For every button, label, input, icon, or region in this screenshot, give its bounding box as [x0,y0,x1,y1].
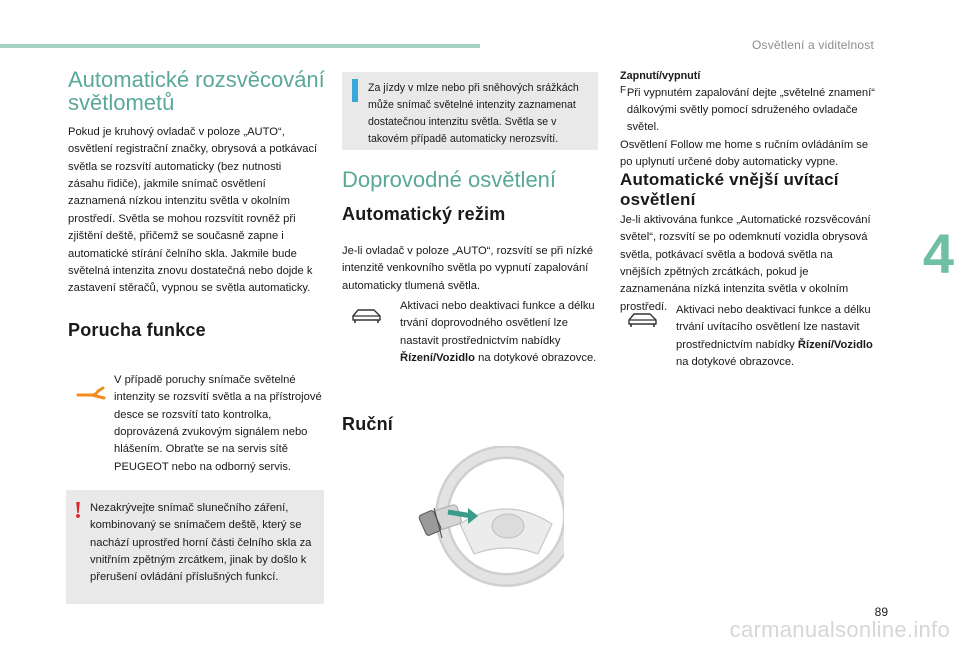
fault-text: V případě poruchy snímače světelné intenzity se rozsvítí světla a na přístrojové desce se rozsvítí tato kontrolka, doprovázená zvukovým signálem nebo hlášením. Obraťte se na servis sítě PEUGEOT nebo na odborný servis. [114,374,322,473]
info-text: Za jízdy v mlze nebo při sněhových srážkách může snímač světelné intenzity zaznamenat dostatečnou intenzitu světla. Světla se v takovém případě automaticky nerozsvítí. [368,82,579,145]
fault-block [76,372,326,476]
auto-mode-note [350,298,600,367]
auto-headlights-title: Automatické rozsvěcování světlometů [68,67,325,116]
car-settings-icon [350,298,400,367]
chapter-number: 4 [922,222,954,285]
page-number: 89 [874,605,888,619]
welcome-note [626,302,876,371]
auto-mode-note-text: Aktivaci nebo deaktivaci funkce a délku trvání doprovodného osvětlení lze nastavit prostřednictvím nabídky Řízení/Vozidlo na dotykové obrazovce. [400,300,597,365]
lamp-fault-icon [76,372,114,476]
manual-mode-title: Ruční [342,414,394,434]
section-title: Osvětlení a viditelnost [752,38,874,52]
on-off-text: Osvětlení Follow me home s ručním ovládáním se po uplynutí určené doby automaticky vypne. [620,138,869,169]
auto-headlights-text: Pokud je kruhový ovladač v poloze „AUTO“, osvětlení registrační značky, obrysová a potkávací světla se rozsvítí automaticky (bez nutnosti zásahu řidiče), jakmile snímač osvětlení zaznamená nízkou intenzitu světla v okolním prostředí. Světla se mohou rozsvítit rovněž při zjištění deště, přičemž se současně zapne i automatické stírání čelního skla. Jakmile bude světelná intenzita znovu dostatečná nebo dojde k zastavení stěračů, vypnou se světla automaticky. [68,126,318,295]
info-box [342,72,598,150]
header-bar [0,44,480,48]
watermark: carmanualsonline.info [729,617,950,642]
car-settings-icon [626,302,676,371]
auto-mode-title: Automatický režim [342,204,506,224]
welcome-note-text: Aktivaci nebo deaktivaci funkce a délku trvání uvítacího osvětlení lze nastavit prostřednictvím nabídky Řízení/Vozidlo na dotykové obrazovce. [676,304,873,369]
menu-name: Řízení/Vozidlo [797,338,873,351]
on-off-title: Zapnutí/vypnutí [620,70,701,82]
on-off-section [620,68,880,172]
auto-mode-text: Je-li ovladač v poloze „AUTO“, rozsvítí se při nízké intenzitě venkovního světla po vypnutí zapalování automaticky tlumená světla. [342,245,593,292]
welcome-lighting-text: Je-li aktivována funkce „Automatické rozsvěcování světel“, rozsvítí se po odemknutí vozidla obrysová světla, potkávací světla a bodová světla na vnějších zpětných zrcátkách, pokud je zaznamenána nízká intenzita světla v okolním prostředí. [620,214,871,313]
on-off-step-text: Při vypnutém zapalování dejte „světelné znamení“ dálkovými světly pomocí sdruženého ovladače světel. [626,86,875,134]
fault-title: Porucha funkce [68,320,206,340]
warning-icon: ! [74,498,82,524]
guide-lighting-title: Doprovodné osvětlení [342,167,557,192]
bullet-icon: F [620,84,627,96]
on-off-step [620,85,880,137]
menu-name: Řízení/Vozidlo [400,352,475,365]
steering-wheel-illustration [408,446,564,602]
info-icon [352,80,358,102]
welcome-lighting-title: Automatické vnější uvítací osvětlení [620,170,839,209]
warning-text: Nezakrývejte snímač slunečního záření, kombinovaný se snímačem deště, který se nachází uprostřed horní části čelního skla za vnitřním zpětným zrcátkem, jinak by došlo k přerušení ovládání příslušných funkcí. [90,502,312,584]
warning-box [66,490,324,604]
